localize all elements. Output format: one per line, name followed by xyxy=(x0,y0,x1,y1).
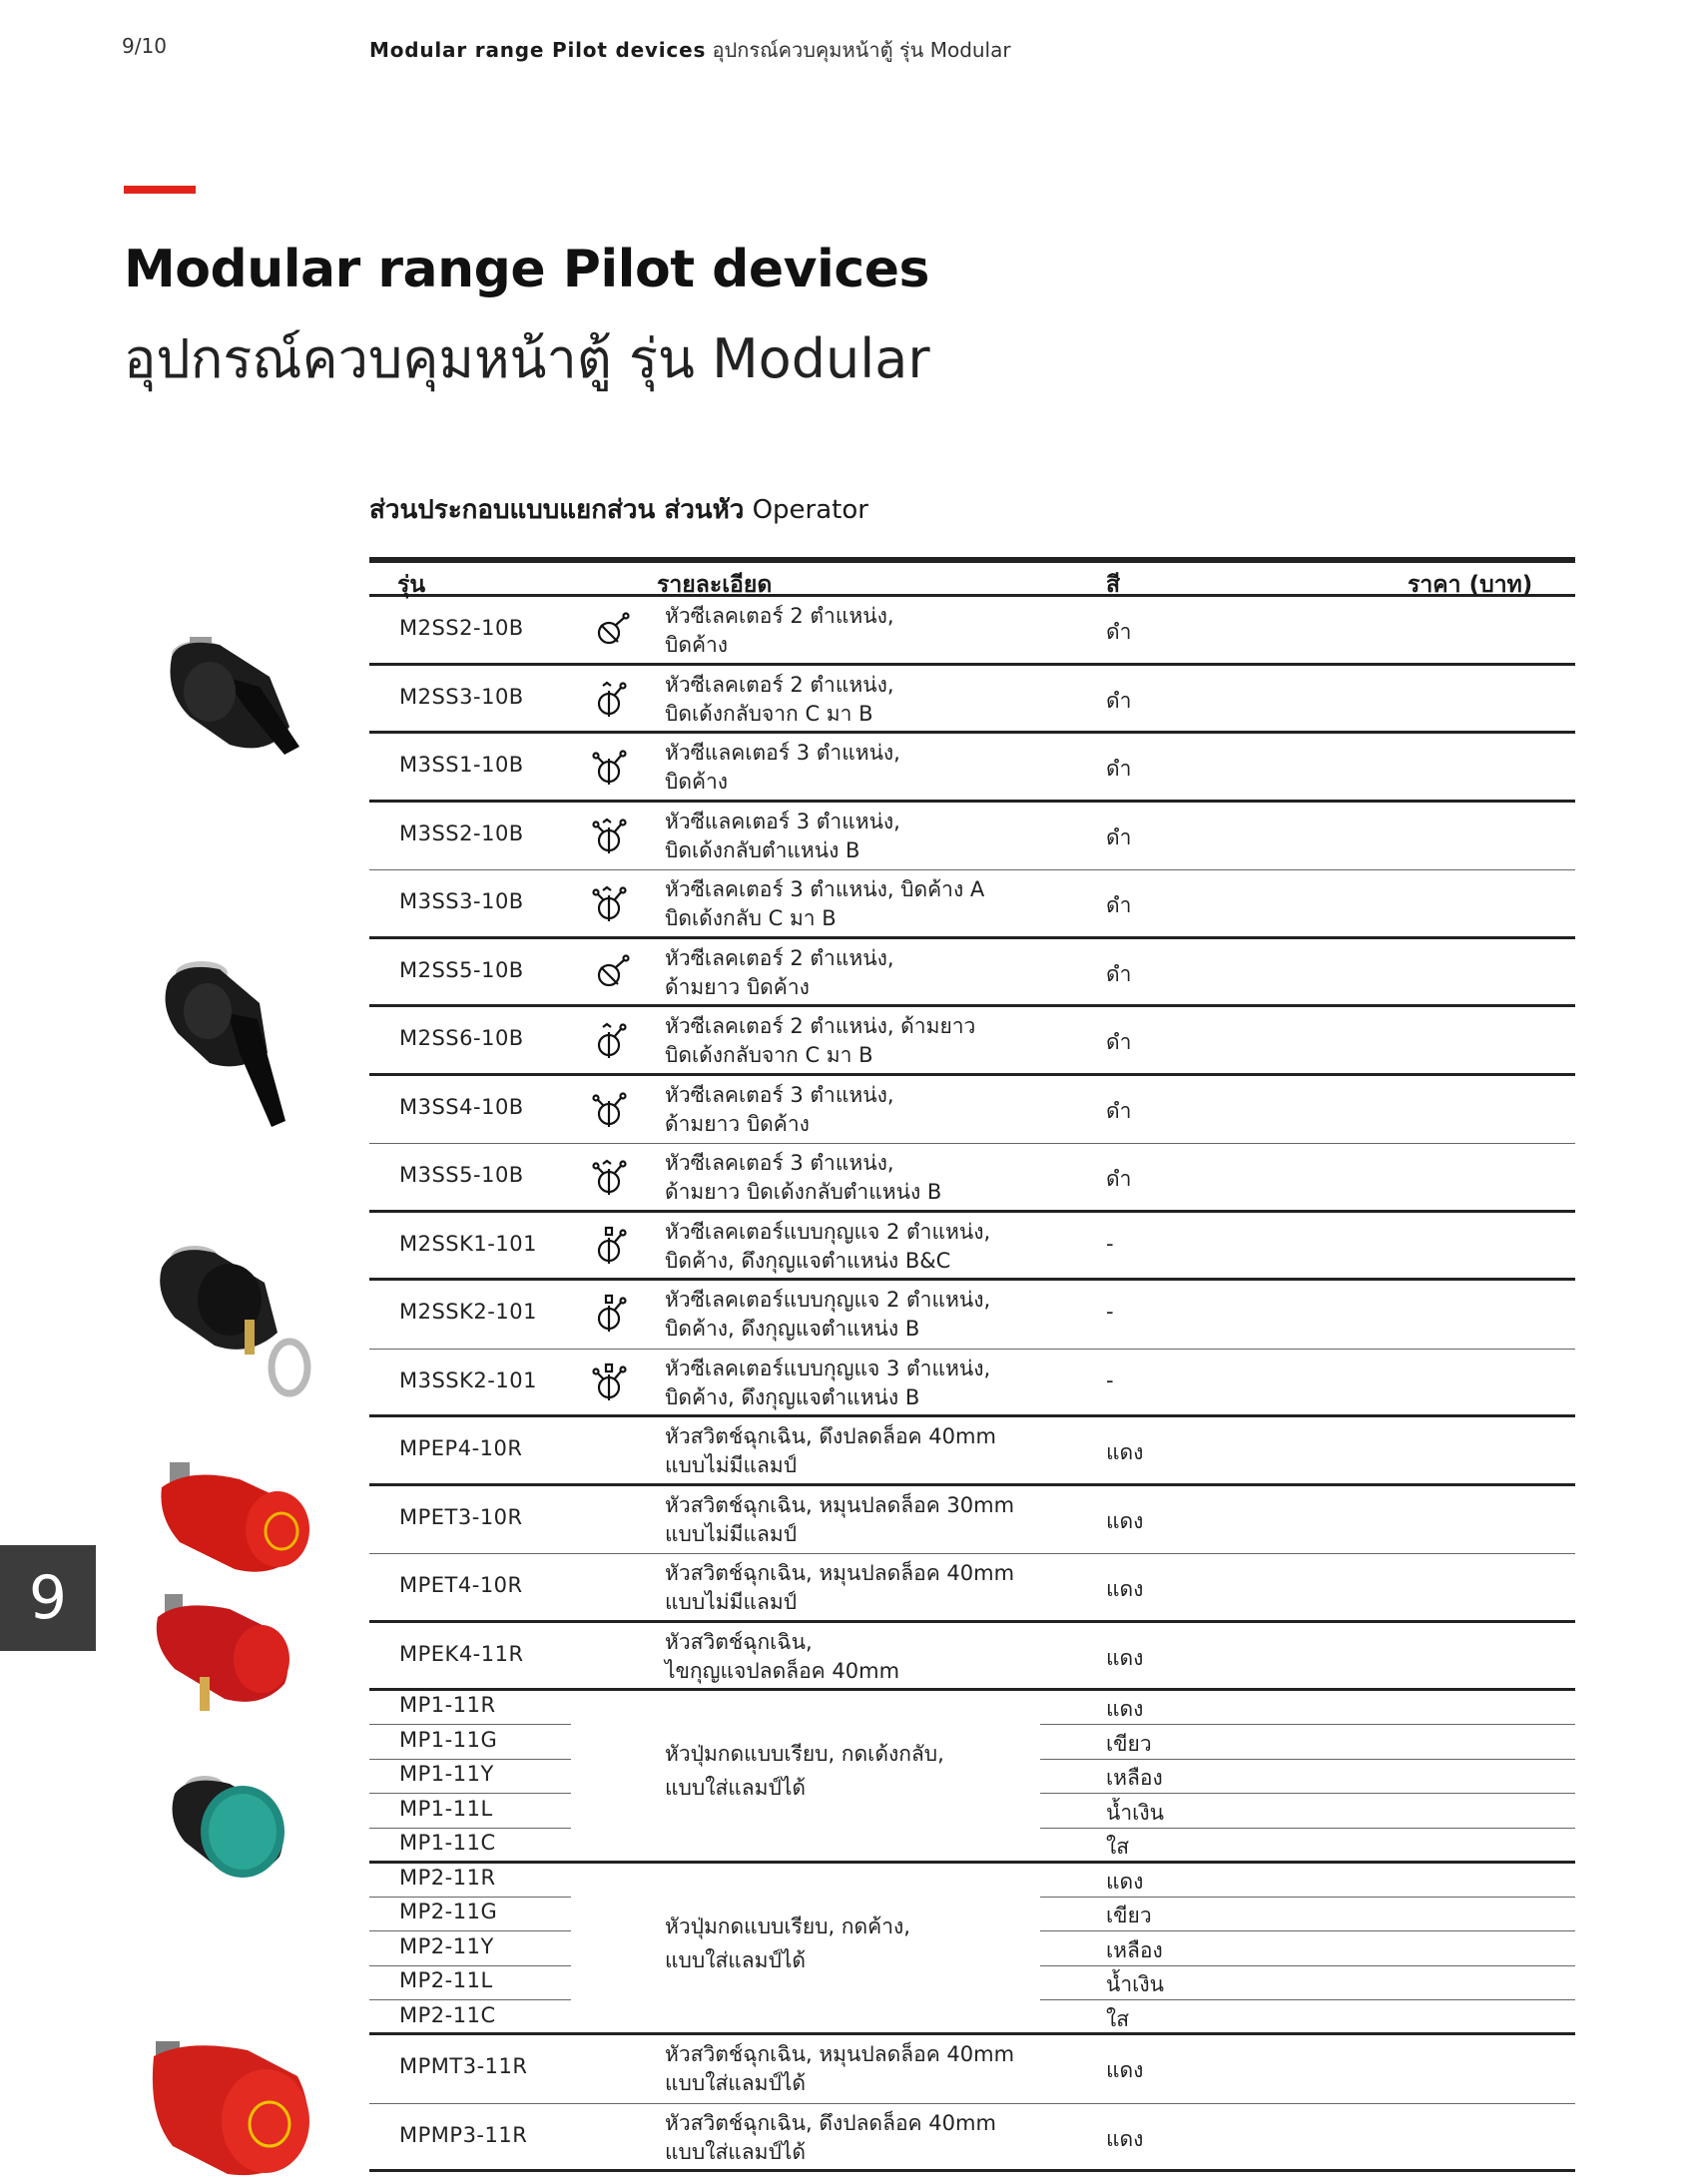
color-value: แดง xyxy=(1106,1508,1144,1533)
model-code: MPET3-10R xyxy=(399,1504,523,1529)
description-line-2: ไขกุญแจปลดล็อค 40mm xyxy=(665,1658,900,1683)
color-value: ดำ xyxy=(1106,824,1132,849)
page-subtitle: อุปกรณ์ควบคุมหน้าตู้ รุ่น Modular xyxy=(124,327,930,390)
color-value: ใส xyxy=(1106,2006,1130,2031)
row-divider xyxy=(369,1724,571,1725)
long-handle-selector-photo xyxy=(150,943,299,1133)
table-row xyxy=(369,1623,1575,1692)
row-divider xyxy=(1040,1930,1575,1931)
color-value: - xyxy=(1106,1367,1114,1392)
color-value: - xyxy=(1106,1300,1114,1324)
row-divider xyxy=(369,1930,571,1931)
color-value: เขียว xyxy=(1106,1731,1152,1756)
color-value: เหลือง xyxy=(1106,1766,1163,1790)
description-line-2: บิดเด้งกลับ C มา B xyxy=(665,906,837,930)
key-selector-2pos-icon xyxy=(591,1225,633,1267)
description-line-2: บิดค้าง xyxy=(665,770,729,794)
color-value: แดง xyxy=(1106,1645,1144,1670)
running-header xyxy=(369,34,1011,66)
color-value: ดำ xyxy=(1106,620,1132,644)
model-code: MPMT3-11R xyxy=(399,2054,528,2078)
running-header-bold: Modular range Pilot devices xyxy=(369,38,707,62)
description-line-2: บิดเด้งกลับตำแหน่ง B xyxy=(665,837,860,862)
row-divider xyxy=(1040,1965,1575,1966)
color-value: เขียว xyxy=(1106,1904,1152,1927)
selector-2pos-icon xyxy=(591,609,633,651)
table-row xyxy=(369,1213,1575,1282)
table-row xyxy=(369,1486,1575,1555)
model-code: MP2-11R xyxy=(399,1865,496,1890)
model-code: M2SSK2-101 xyxy=(399,1300,537,1324)
row-divider xyxy=(1040,1724,1575,1725)
description-line-1: หัวซีแลคเตอร์ 3 ตำแหน่ง, xyxy=(665,809,900,833)
description-line-2: บิดเด้งกลับจาก C มา B xyxy=(665,1043,873,1067)
model-code: MP1-11G xyxy=(399,1727,498,1752)
running-header-thai: อุปกรณ์ควบคุมหน้าตู้ รุ่น Modular xyxy=(706,38,1011,62)
model-code: MP2-11C xyxy=(399,2002,496,2027)
model-code: M3SS3-10B xyxy=(399,889,524,913)
page-number: 9/10 xyxy=(122,34,167,58)
model-code: MP1-11Y xyxy=(399,1762,494,1786)
description-line-1: หัวสวิตช์ฉุกเฉิน, หมุนปลดล็อค 30mm xyxy=(665,1492,1015,1517)
description-line-2: บิดค้าง, ดึงกุญแจตำแหน่ง B xyxy=(665,1384,920,1409)
model-code: MPEK4-11R xyxy=(399,1641,524,1666)
model-code: M3SS5-10B xyxy=(399,1163,524,1187)
color-value: แดง xyxy=(1106,1697,1144,1721)
description-line-2: แบบไม่มีแลมป์ xyxy=(665,1453,798,1477)
selector-3pos-icon xyxy=(591,1088,633,1130)
column-header-color: สี xyxy=(1106,572,1121,598)
description-line-1: หัวซีเลคเตอร์แบบกุญแจ 2 ตำแหน่ง, xyxy=(665,1288,991,1312)
color-value: ดำ xyxy=(1106,961,1132,986)
description-line-2: แบบไม่มีแลมป์ xyxy=(665,1590,798,1614)
color-value: ดำ xyxy=(1106,893,1132,917)
description xyxy=(665,1910,910,1977)
table-row xyxy=(369,1281,1575,1350)
row-divider xyxy=(1040,1828,1575,1829)
description xyxy=(665,602,894,660)
pushbutton-group xyxy=(369,1864,1575,2036)
description-line-2: บิดเด้งกลับจาก C มา B xyxy=(665,701,873,726)
color-value: แดง xyxy=(1106,1869,1144,1894)
description xyxy=(665,808,900,865)
table-row xyxy=(369,2104,1575,2173)
description xyxy=(665,739,900,797)
row-divider xyxy=(1040,1897,1575,1898)
description-line-2: บิดค้าง xyxy=(665,633,729,657)
row-divider xyxy=(1040,1793,1575,1794)
model-code: M3SS2-10B xyxy=(399,820,524,845)
description-line-1: หัวซีเลคเตอร์ 2 ตำแหน่ง, xyxy=(665,672,894,697)
description xyxy=(665,875,984,933)
emergency-key-photo xyxy=(150,1589,299,1719)
table-row xyxy=(369,1007,1575,1076)
color-value: แดง xyxy=(1106,1577,1144,1601)
description xyxy=(665,1081,894,1139)
selector-2pos-return-icon xyxy=(591,1019,633,1061)
row-divider xyxy=(369,1999,571,2000)
pushbutton-group xyxy=(369,1691,1575,1864)
color-value: แดง xyxy=(1106,2126,1144,2151)
model-code: MPMP3-11R xyxy=(399,2122,528,2147)
row-divider xyxy=(369,1897,571,1898)
section-heading-rest: Operator xyxy=(744,495,868,525)
description-line-2: แบบใส่แลมป์ได้ xyxy=(665,2071,807,2095)
description-line-2: แบบใส่แลมป์ได้ xyxy=(665,1947,807,1972)
column-header-description: รายละเอียด xyxy=(657,572,773,598)
description-line-1: หัวซีเลคเตอร์ 3 ตำแหน่ง, xyxy=(665,1082,894,1107)
selector-3pos-return-icon xyxy=(591,815,633,856)
description xyxy=(665,1012,975,1070)
model-code: MP2-11L xyxy=(399,1968,493,1992)
table-row xyxy=(369,939,1575,1008)
table-row xyxy=(369,597,1575,666)
description-line-2: บิดค้าง, ดึงกุญแจตำแหน่ง B xyxy=(665,1317,920,1341)
row-divider xyxy=(369,1965,571,1966)
color-value: ดำ xyxy=(1106,688,1132,713)
selector-3pos-return-icon xyxy=(591,882,633,924)
selector-2pos-icon xyxy=(591,951,633,993)
table-row xyxy=(369,1076,1575,1145)
description-line-2: แบบใส่แลมป์ได้ xyxy=(665,1776,807,1800)
description xyxy=(665,1491,1014,1549)
color-value: เหลือง xyxy=(1106,1937,1163,1962)
description xyxy=(665,2109,996,2167)
chapter-tab: 9 xyxy=(0,1545,96,1651)
model-code: MP2-11Y xyxy=(399,1933,494,1958)
selector-2pos-return-icon xyxy=(591,678,633,720)
color-value: ดำ xyxy=(1106,757,1132,781)
description-line-1: หัวปุ่มกดแบบเรียบ, กดค้าง, xyxy=(665,1913,910,1938)
table-row xyxy=(369,666,1575,735)
accent-bar xyxy=(124,186,196,194)
model-code: MPEP4-10R xyxy=(399,1436,523,1460)
model-code: M2SSK1-101 xyxy=(399,1231,537,1256)
description xyxy=(665,2040,1014,2098)
model-code: M3SS4-10B xyxy=(399,1094,524,1119)
pushbutton-photo xyxy=(165,1762,304,1892)
model-code: M2SS6-10B xyxy=(399,1026,524,1050)
description-line-1: หัวซีเลคเตอร์แบบกุญแจ 3 ตำแหน่ง, xyxy=(665,1356,991,1380)
description-line-2: บิดค้าง, ดึงกุญแจตำแหน่ง B&C xyxy=(665,1248,951,1273)
description xyxy=(665,671,894,729)
selector-3pos-return-icon xyxy=(591,1156,633,1198)
model-code: M3SS1-10B xyxy=(399,753,524,777)
color-value: - xyxy=(1106,1231,1114,1256)
selector-switch-photo xyxy=(150,617,309,767)
description-line-1: หัวสวิตช์ฉุกเฉิน, ดึงปลดล็อค 40mm xyxy=(665,2110,996,2135)
model-code: MP2-11G xyxy=(399,1900,498,1923)
description-line-1: หัวปุ่มกดแบบเรียบ, กดเด้งกลับ, xyxy=(665,1742,944,1766)
section-heading-bold: ส่วนประกอบแบบแยกส่วน ส่วนหัว xyxy=(369,495,745,525)
model-code: MP1-11C xyxy=(399,1831,496,1855)
description xyxy=(665,1737,944,1805)
emergency-stop-photo xyxy=(150,1457,319,1582)
color-value: น้ำเงิน xyxy=(1106,1972,1164,1996)
key-selector-photo xyxy=(150,1228,319,1402)
description-line-1: หัวซีแลคเตอร์ 3 ตำแหน่ง, xyxy=(665,741,900,765)
model-code: M2SS3-10B xyxy=(399,684,524,709)
row-divider xyxy=(369,1793,571,1794)
color-value: ใส xyxy=(1106,1835,1130,1859)
description xyxy=(665,1355,990,1412)
color-value: น้ำเงิน xyxy=(1106,1800,1164,1825)
column-header-price: ราคา (บาท) xyxy=(1408,572,1533,598)
description-line-1: หัวสวิตช์ฉุกเฉิน, xyxy=(665,1629,813,1654)
color-value: แดง xyxy=(1106,1440,1144,1464)
description xyxy=(665,1286,990,1344)
table-row xyxy=(369,1554,1575,1623)
model-code: M2SS5-10B xyxy=(399,957,524,982)
description-line-2: ด้ามยาว บิดเด้งกลับตำแหน่ง B xyxy=(665,1180,942,1204)
color-value: แดง xyxy=(1106,2058,1144,2082)
model-code: M3SSK2-101 xyxy=(399,1367,537,1392)
page-title: Modular range Pilot devices xyxy=(124,240,929,299)
color-value: ดำ xyxy=(1106,1098,1132,1123)
table-header xyxy=(369,557,1575,597)
table-row xyxy=(369,2035,1575,2104)
description xyxy=(665,944,894,1002)
key-selector-2pos-icon xyxy=(591,1293,633,1335)
description-line-1: หัวซีเลคเตอร์ 2 ตำแหน่ง, xyxy=(665,945,894,970)
description-line-1: หัวซีเลคเตอร์แบบกุญแจ 2 ตำแหน่ง, xyxy=(665,1219,991,1244)
description xyxy=(665,1559,1014,1617)
row-divider xyxy=(369,1759,571,1760)
selector-3pos-icon xyxy=(591,746,633,788)
model-code: MP1-11R xyxy=(399,1693,496,1717)
description-line-1: หัวซีเลคเตอร์ 2 ตำแหน่ง, xyxy=(665,604,894,628)
description xyxy=(665,1628,899,1686)
section-heading xyxy=(369,489,868,530)
table-row xyxy=(369,1417,1575,1486)
description-line-1: หัวสวิตช์ฉุกเฉิน, หมุนปลดล็อค 40mm xyxy=(665,1561,1015,1585)
description-line-1: หัวซีเลคเตอร์ 2 ตำแหน่ง, ด้ามยาว xyxy=(665,1014,976,1038)
description-line-1: หัวซีเลคเตอร์ 3 ตำแหน่ง, xyxy=(665,1151,894,1175)
product-table xyxy=(369,557,1575,2172)
key-selector-3pos-icon xyxy=(591,1362,633,1403)
emergency-stop-lamp-photo xyxy=(148,2036,317,2184)
description-line-1: หัวสวิตช์ฉุกเฉิน, ดึงปลดล็อค 40mm xyxy=(665,1424,996,1448)
column-header-model: รุ่น xyxy=(397,572,426,598)
row-divider xyxy=(1040,1759,1575,1760)
description-line-2: แบบไม่มีแลมป์ xyxy=(665,1521,798,1546)
description xyxy=(665,1218,990,1276)
description-line-2: แบบใส่แลมป์ได้ xyxy=(665,2139,807,2164)
table-row xyxy=(369,1144,1575,1213)
description-line-2: ด้ามยาว บิดค้าง xyxy=(665,974,810,999)
description-line-2: ด้ามยาว บิดค้าง xyxy=(665,1111,810,1136)
color-value: ดำ xyxy=(1106,1030,1132,1054)
description-line-1: หัวสวิตช์ฉุกเฉิน, หมุนปลดล็อค 40mm xyxy=(665,2042,1015,2066)
model-code: MPET4-10R xyxy=(399,1573,523,1597)
color-value: ดำ xyxy=(1106,1167,1132,1191)
table-row xyxy=(369,1350,1575,1418)
table-row xyxy=(369,870,1575,939)
row-divider xyxy=(369,1828,571,1829)
table-row xyxy=(369,803,1575,871)
description xyxy=(665,1422,996,1480)
description xyxy=(665,1149,941,1207)
description-line-1: หัวซีเลคเตอร์ 3 ตำแหน่ง, บิดค้าง A xyxy=(665,877,985,901)
table-row xyxy=(369,734,1575,803)
model-code: MP1-11L xyxy=(399,1796,493,1821)
row-divider xyxy=(1040,1999,1575,2000)
model-code: M2SS2-10B xyxy=(399,616,524,640)
